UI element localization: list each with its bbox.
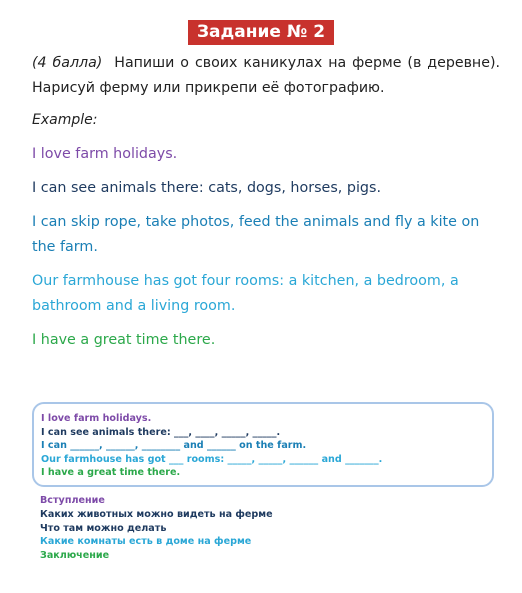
- structure-legend: [40, 494, 273, 563]
- legend-animals: Каких животных можно видеть на ферме: [40, 508, 273, 520]
- legend-conclusion: Заключение: [40, 550, 110, 562]
- example-line-rooms: Our farmhouse has got four rooms: a kitchen, a bedroom, a bathroom and a living room.: [32, 273, 459, 314]
- task-instruction: [32, 51, 500, 101]
- template-line-rooms: Our farmhouse has got ___ rooms: _____, _____, ______ and _______.: [41, 453, 383, 465]
- example-line-conclusion: I have a great time there.: [32, 332, 216, 348]
- task-title: Задание № 2: [188, 20, 334, 45]
- example-line-activities: I can skip rope, take photos, feed the animals and fly a kite on the farm.: [32, 214, 480, 255]
- task-text: Напиши о своих каникулах на ферме (в деревне). Нарисуй ферму или прикрепи её фотографию.: [32, 55, 500, 96]
- legend-rooms: Какие комнаты есть в доме на ферме: [40, 536, 252, 548]
- legend-intro: Вступление: [40, 495, 105, 506]
- template-line-intro: I love farm holidays.: [41, 413, 152, 424]
- example-line-intro: I love farm holidays.: [32, 146, 178, 162]
- legend-activities: Что там можно делать: [40, 522, 167, 534]
- title-container: [0, 20, 522, 45]
- template-line-animals: I can see animals there: ___, ____, _____, _____.: [41, 426, 281, 438]
- example-label: Example:: [32, 112, 98, 128]
- task-points: (4 балла): [32, 55, 103, 71]
- template-box: [32, 402, 494, 487]
- template-line-conclusion: I have a great time there.: [41, 467, 181, 479]
- template-line-activities: I can ______, ______, ________ and ______ on the farm.: [41, 440, 307, 452]
- example-line-animals: I can see animals there: cats, dogs, horses, pigs.: [32, 180, 381, 196]
